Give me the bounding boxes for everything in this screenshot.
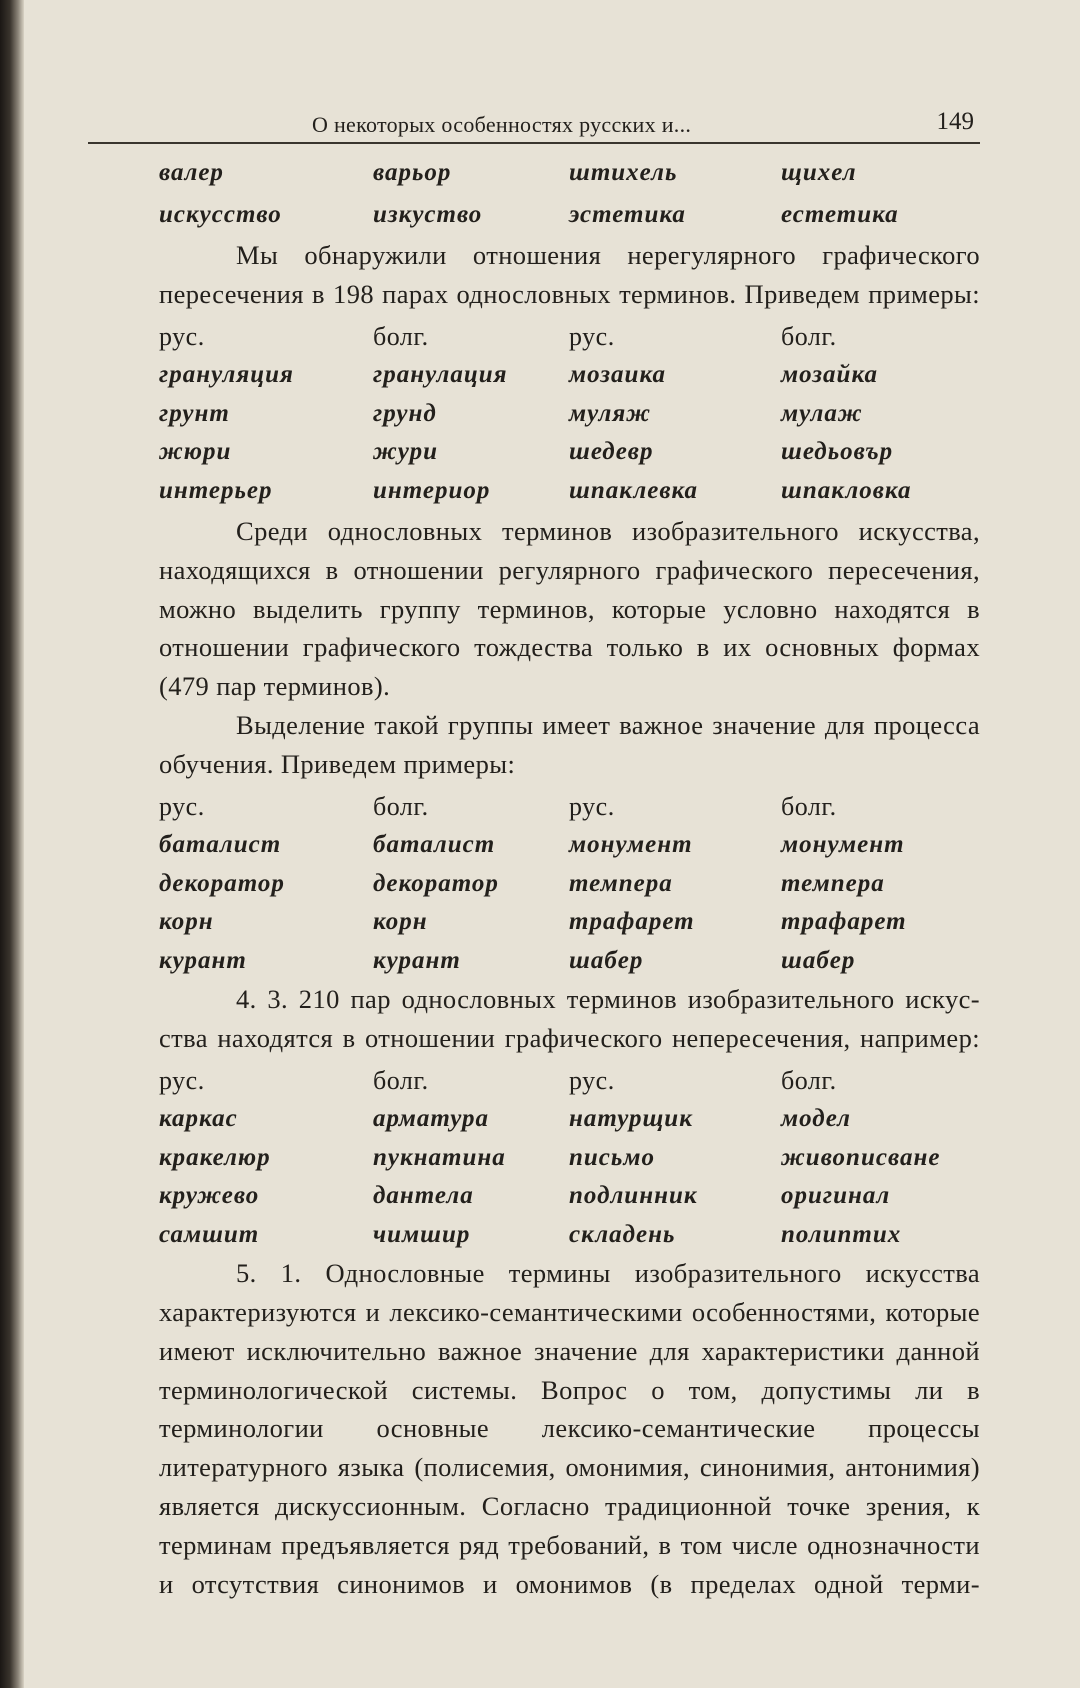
text-line: ства находятся в отношении графического непересечения, например:: [159, 1022, 980, 1053]
term-bg: полиптих: [781, 1220, 902, 1248]
term-ru: грануляция: [159, 361, 294, 389]
table-row: [82, 942, 980, 981]
text-line: Мы обнаружили отношения нерегулярного графического: [236, 240, 980, 270]
table-header-row: [82, 1062, 980, 1101]
term-ru: шабер: [569, 946, 644, 974]
text-line: терминологической системы. Вопрос о том, допустимы ли в: [159, 1374, 980, 1405]
running-header: [88, 100, 980, 144]
term-ru: муляж: [569, 399, 652, 427]
term-bg: интериор: [373, 476, 491, 504]
column-header: рус.: [569, 1065, 615, 1095]
term-ru: штихель: [569, 159, 678, 186]
text-line: имеют исключительно важное значение для характеристики данной: [159, 1335, 980, 1366]
column-header: рус.: [159, 1065, 205, 1095]
term-bg: арматура: [373, 1105, 489, 1133]
term-ru: валер: [159, 159, 224, 186]
term-bg: курант: [373, 946, 461, 974]
column-header: рус.: [159, 321, 205, 351]
table-row: [82, 865, 980, 904]
table-row: [82, 826, 980, 865]
table-header-row: [82, 318, 980, 357]
text-line: (479 пар терминов).: [159, 671, 391, 702]
table-row: [82, 1177, 980, 1216]
text-line: 5. 1. Однословные термины изобразительного искусства: [236, 1258, 980, 1289]
term-table: [82, 788, 980, 981]
column-header: болг.: [781, 791, 837, 821]
column-header: болг.: [373, 791, 429, 821]
text-line: обучения. Приведем примеры:: [159, 748, 516, 779]
term-bg: монумент: [781, 831, 905, 859]
column-header: рус.: [569, 791, 615, 821]
text-line: отношении графического тождества только в их основных формах: [159, 632, 980, 663]
term-bg: темпера: [781, 869, 885, 897]
term-bg: баталист: [373, 831, 496, 859]
paragraph: [82, 1254, 980, 1603]
table-row: [82, 903, 980, 942]
column-header: рус.: [159, 791, 205, 821]
text-line: является дискуссионным. Согласно традиционной точке зрения, к: [159, 1491, 980, 1522]
term-bg: шабер: [781, 946, 856, 974]
term-bg: жури: [373, 438, 438, 466]
table-row: [82, 1139, 980, 1178]
running-title: О некоторых особенностях русских и...: [312, 112, 692, 137]
text-line: характеризуются и лексико-семантическими особенностями, которые: [159, 1297, 980, 1328]
page-number: 149: [936, 108, 974, 135]
book-spine-shadow: [0, 0, 24, 1688]
column-header: болг.: [373, 321, 429, 351]
term-ru: грунт: [159, 399, 230, 427]
term-pair-row: [82, 194, 980, 236]
term-bg: мулаж: [781, 399, 863, 427]
table-row: [82, 1216, 980, 1255]
term-ru: шпаклевка: [569, 476, 699, 504]
paragraph: [82, 236, 980, 314]
term-ru: корн: [159, 908, 214, 936]
column-header: рус.: [569, 321, 615, 351]
paragraph: [82, 980, 980, 1058]
term-ru: шедевр: [569, 438, 654, 466]
term-bg: дантела: [373, 1182, 474, 1210]
term-bg: корн: [373, 908, 428, 936]
table-row: [82, 356, 980, 395]
term-ru: эстетика: [569, 201, 686, 228]
term-ru: курант: [159, 946, 247, 974]
paragraph: [82, 706, 980, 784]
column-header: болг.: [781, 1065, 837, 1095]
page-body: [82, 152, 980, 1603]
term-bg: варьор: [373, 159, 452, 186]
term-ru: письмо: [569, 1143, 655, 1171]
paragraph: [82, 512, 980, 706]
text-line: терминам предъявляется ряд требований, в том числе однозначности: [159, 1529, 980, 1560]
term-bg: щихел: [781, 159, 857, 186]
term-ru: складень: [569, 1220, 676, 1248]
term-ru: кракелюр: [159, 1143, 271, 1171]
column-header: болг.: [781, 321, 837, 351]
term-ru: каркас: [159, 1105, 238, 1133]
text-line: можно выделить группу терминов, которые условно находятся в: [159, 593, 980, 624]
term-bg: модел: [781, 1105, 852, 1133]
text-line: пересечения в 198 парах однословных терминов. Приведем примеры:: [159, 278, 980, 309]
term-bg: гранулация: [373, 361, 508, 389]
table-row: [82, 1100, 980, 1139]
term-bg: чимшир: [373, 1220, 471, 1248]
term-bg: естетика: [781, 201, 899, 228]
term-bg: оригинал: [781, 1182, 891, 1210]
text-line: 4. 3. 210 пар однословных терминов изобразительного искус-: [236, 984, 980, 1015]
table-row: [82, 395, 980, 434]
term-ru: интерьер: [159, 476, 273, 504]
term-table: [82, 1062, 980, 1255]
term-bg: шедьовър: [781, 438, 894, 466]
text-line: Выделение такой группы имеет важное значение для процесса: [236, 710, 980, 741]
term-ru: натурщик: [569, 1105, 693, 1133]
term-pair-row: [82, 152, 980, 194]
term-bg: живописване: [781, 1143, 941, 1171]
text-line: находящихся в отношении регулярного графического пересечения,: [159, 554, 980, 585]
text-line: терминологии основные лексико-семантические процессы: [159, 1413, 980, 1444]
term-ru: баталист: [159, 831, 282, 859]
text-line: и отсутствия синонимов и омонимов (в пределах одной терми-: [159, 1568, 980, 1599]
term-bg: изкуство: [373, 201, 483, 228]
term-ru: темпера: [569, 869, 673, 897]
term-ru: искусство: [159, 201, 282, 228]
book-page: [82, 100, 980, 1603]
term-ru: подлинник: [569, 1182, 698, 1210]
term-ru: монумент: [569, 831, 693, 859]
term-ru: мозаика: [569, 361, 667, 389]
term-ru: самшит: [159, 1220, 260, 1248]
term-ru: трафарет: [569, 908, 695, 936]
term-table: [82, 318, 980, 511]
text-line: литературного языка (полисемия, омонимия, синонимия, антонимия): [159, 1452, 980, 1483]
term-bg: трафарет: [781, 908, 907, 936]
term-ru: жюри: [159, 438, 232, 466]
table-row: [82, 472, 980, 511]
term-bg: шпакловка: [781, 476, 912, 504]
text-line: Среди однословных терминов изобразительного искусства,: [236, 516, 980, 547]
term-bg: пукнатина: [373, 1143, 506, 1171]
term-ru: кружево: [159, 1182, 260, 1210]
term-bg: декоратор: [373, 869, 499, 897]
term-bg: мозайка: [781, 361, 879, 389]
table-row: [82, 433, 980, 472]
term-ru: декоратор: [159, 869, 285, 897]
term-bg: грунд: [373, 399, 437, 427]
column-header: болг.: [373, 1065, 429, 1095]
table-header-row: [82, 788, 980, 827]
